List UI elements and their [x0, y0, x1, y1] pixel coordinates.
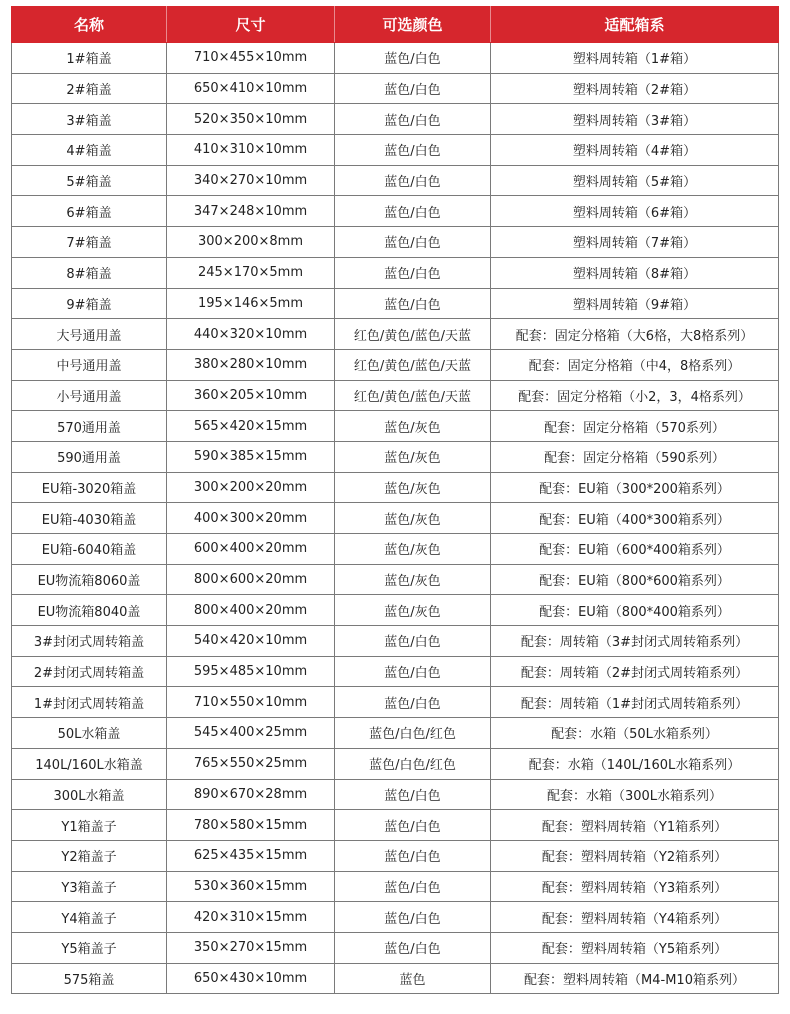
header-row	[12, 7, 779, 43]
cell-size: 347×248×10mm	[167, 196, 335, 227]
header-fits: 适配箱系	[491, 7, 779, 43]
cell-size: 380×280×10mm	[167, 349, 335, 380]
cell-fits: 配套：固定分格箱（小2，3，4格系列）	[491, 380, 779, 411]
table-row	[12, 871, 779, 902]
cell-colors: 红色/黄色/蓝色/天蓝	[335, 319, 491, 350]
cell-fits: 配套：固定分格箱（570系列）	[491, 411, 779, 442]
cell-colors: 蓝色/白色	[335, 135, 491, 166]
cell-fits: 塑料周转箱（5#箱）	[491, 165, 779, 196]
cell-size: 400×300×20mm	[167, 503, 335, 534]
cell-size: 520×350×10mm	[167, 104, 335, 135]
cell-size: 565×420×15mm	[167, 411, 335, 442]
cell-size: 650×410×10mm	[167, 73, 335, 104]
table-row	[12, 43, 779, 74]
spec-table	[11, 6, 779, 994]
cell-fits: 配套：塑料周转箱（Y1箱系列）	[491, 810, 779, 841]
cell-name: EU箱-6040箱盖	[12, 534, 167, 565]
cell-name: 5#箱盖	[12, 165, 167, 196]
cell-colors: 蓝色/灰色	[335, 564, 491, 595]
cell-colors: 蓝色/白色	[335, 196, 491, 227]
cell-name: 3#封闭式周转箱盖	[12, 626, 167, 657]
cell-name: 575箱盖	[12, 963, 167, 994]
cell-size: 590×385×15mm	[167, 441, 335, 472]
cell-colors: 蓝色/白色	[335, 73, 491, 104]
cell-colors: 蓝色/白色	[335, 227, 491, 258]
cell-size: 545×400×25mm	[167, 718, 335, 749]
table-row	[12, 656, 779, 687]
cell-size: 650×430×10mm	[167, 963, 335, 994]
cell-size: 420×310×15mm	[167, 902, 335, 933]
cell-colors: 蓝色/灰色	[335, 441, 491, 472]
cell-size: 410×310×10mm	[167, 135, 335, 166]
cell-fits: 配套：固定分格箱（590系列）	[491, 441, 779, 472]
cell-colors: 蓝色/白色	[335, 656, 491, 687]
cell-colors: 蓝色/灰色	[335, 503, 491, 534]
cell-name: 8#箱盖	[12, 257, 167, 288]
table-row	[12, 595, 779, 626]
table-row	[12, 626, 779, 657]
cell-colors: 蓝色/白色/红色	[335, 718, 491, 749]
table-row	[12, 902, 779, 933]
cell-fits: 配套：水箱（50L水箱系列）	[491, 718, 779, 749]
table-row	[12, 196, 779, 227]
cell-colors: 蓝色/白色	[335, 288, 491, 319]
header-colors: 可选颜色	[335, 7, 491, 43]
cell-size: 245×170×5mm	[167, 257, 335, 288]
table-row	[12, 932, 779, 963]
cell-colors: 蓝色/白色	[335, 871, 491, 902]
table-row	[12, 748, 779, 779]
cell-size: 300×200×8mm	[167, 227, 335, 258]
table-row	[12, 687, 779, 718]
table-row	[12, 257, 779, 288]
cell-name: 50L水箱盖	[12, 718, 167, 749]
cell-name: EU箱-3020箱盖	[12, 472, 167, 503]
cell-name: 7#箱盖	[12, 227, 167, 258]
cell-name: Y1箱盖子	[12, 810, 167, 841]
table-row	[12, 135, 779, 166]
cell-name: EU物流箱8040盖	[12, 595, 167, 626]
cell-colors: 蓝色	[335, 963, 491, 994]
table-row	[12, 380, 779, 411]
cell-colors: 红色/黄色/蓝色/天蓝	[335, 380, 491, 411]
cell-fits: 配套：水箱（140L/160L水箱系列）	[491, 748, 779, 779]
cell-colors: 蓝色/白色	[335, 687, 491, 718]
cell-name: 2#箱盖	[12, 73, 167, 104]
cell-colors: 蓝色/灰色	[335, 411, 491, 442]
table-row	[12, 319, 779, 350]
cell-name: 590通用盖	[12, 441, 167, 472]
cell-fits: 配套：塑料周转箱（Y5箱系列）	[491, 932, 779, 963]
cell-size: 360×205×10mm	[167, 380, 335, 411]
cell-fits: 配套：塑料周转箱（M4-M10箱系列）	[491, 963, 779, 994]
cell-size: 710×550×10mm	[167, 687, 335, 718]
cell-colors: 蓝色/白色/红色	[335, 748, 491, 779]
cell-size: 710×455×10mm	[167, 43, 335, 74]
cell-size: 595×485×10mm	[167, 656, 335, 687]
cell-fits: 塑料周转箱（7#箱）	[491, 227, 779, 258]
cell-size: 340×270×10mm	[167, 165, 335, 196]
cell-fits: 塑料周转箱（9#箱）	[491, 288, 779, 319]
cell-colors: 蓝色/白色	[335, 779, 491, 810]
table-row	[12, 441, 779, 472]
cell-colors: 蓝色/白色	[335, 902, 491, 933]
cell-colors: 蓝色/白色	[335, 43, 491, 74]
table-row	[12, 227, 779, 258]
cell-name: 1#封闭式周转箱盖	[12, 687, 167, 718]
cell-colors: 蓝色/白色	[335, 840, 491, 871]
table-header	[12, 7, 779, 43]
cell-fits: 配套：周转箱（2#封闭式周转箱系列）	[491, 656, 779, 687]
cell-size: 540×420×10mm	[167, 626, 335, 657]
cell-size: 890×670×28mm	[167, 779, 335, 810]
cell-fits: 配套：水箱（300L水箱系列）	[491, 779, 779, 810]
cell-size: 600×400×20mm	[167, 534, 335, 565]
cell-name: EU物流箱8060盖	[12, 564, 167, 595]
cell-size: 440×320×10mm	[167, 319, 335, 350]
table-row	[12, 349, 779, 380]
table-row	[12, 73, 779, 104]
cell-size: 625×435×15mm	[167, 840, 335, 871]
cell-fits: 配套：塑料周转箱（Y2箱系列）	[491, 840, 779, 871]
header-name: 名称	[12, 7, 167, 43]
cell-fits: 塑料周转箱（2#箱）	[491, 73, 779, 104]
table-row	[12, 779, 779, 810]
table-row	[12, 963, 779, 994]
cell-name: 大号通用盖	[12, 319, 167, 350]
cell-fits: 配套：周转箱（1#封闭式周转箱系列）	[491, 687, 779, 718]
cell-fits: 塑料周转箱（3#箱）	[491, 104, 779, 135]
header-size: 尺寸	[167, 7, 335, 43]
cell-name: 140L/160L水箱盖	[12, 748, 167, 779]
cell-colors: 红色/黄色/蓝色/天蓝	[335, 349, 491, 380]
cell-colors: 蓝色/灰色	[335, 534, 491, 565]
cell-colors: 蓝色/白色	[335, 810, 491, 841]
cell-name: 小号通用盖	[12, 380, 167, 411]
cell-fits: 塑料周转箱（1#箱）	[491, 43, 779, 74]
cell-fits: 配套：EU箱（800*600箱系列）	[491, 564, 779, 595]
cell-fits: 配套：EU箱（300*200箱系列）	[491, 472, 779, 503]
table-row	[12, 288, 779, 319]
cell-size: 300×200×20mm	[167, 472, 335, 503]
cell-size: 780×580×15mm	[167, 810, 335, 841]
cell-name: 1#箱盖	[12, 43, 167, 74]
cell-name: Y2箱盖子	[12, 840, 167, 871]
cell-colors: 蓝色/白色	[335, 104, 491, 135]
cell-name: 300L水箱盖	[12, 779, 167, 810]
cell-size: 530×360×15mm	[167, 871, 335, 902]
cell-size: 350×270×15mm	[167, 932, 335, 963]
cell-colors: 蓝色/灰色	[335, 595, 491, 626]
cell-colors: 蓝色/灰色	[335, 472, 491, 503]
cell-fits: 配套：塑料周转箱（Y4箱系列）	[491, 902, 779, 933]
cell-name: 9#箱盖	[12, 288, 167, 319]
cell-size: 800×400×20mm	[167, 595, 335, 626]
table-row	[12, 840, 779, 871]
cell-name: EU箱-4030箱盖	[12, 503, 167, 534]
cell-name: 6#箱盖	[12, 196, 167, 227]
cell-fits: 配套：EU箱（400*300箱系列）	[491, 503, 779, 534]
table-body	[12, 43, 779, 994]
cell-name: Y4箱盖子	[12, 902, 167, 933]
cell-fits: 塑料周转箱（8#箱）	[491, 257, 779, 288]
cell-name: 4#箱盖	[12, 135, 167, 166]
cell-colors: 蓝色/白色	[335, 932, 491, 963]
cell-fits: 塑料周转箱（4#箱）	[491, 135, 779, 166]
cell-name: 中号通用盖	[12, 349, 167, 380]
table-row	[12, 165, 779, 196]
cell-name: Y5箱盖子	[12, 932, 167, 963]
table-row	[12, 718, 779, 749]
cell-fits: 配套：固定分格箱（大6格，大8格系列）	[491, 319, 779, 350]
cell-name: Y3箱盖子	[12, 871, 167, 902]
cell-colors: 蓝色/白色	[335, 165, 491, 196]
table-row	[12, 104, 779, 135]
cell-name: 2#封闭式周转箱盖	[12, 656, 167, 687]
cell-fits: 配套：固定分格箱（中4，8格系列）	[491, 349, 779, 380]
cell-fits: 配套：EU箱（600*400箱系列）	[491, 534, 779, 565]
cell-fits: 塑料周转箱（6#箱）	[491, 196, 779, 227]
table-row	[12, 564, 779, 595]
cell-name: 3#箱盖	[12, 104, 167, 135]
cell-colors: 蓝色/白色	[335, 626, 491, 657]
cell-size: 765×550×25mm	[167, 748, 335, 779]
table-row	[12, 534, 779, 565]
cell-fits: 配套：周转箱（3#封闭式周转箱系列）	[491, 626, 779, 657]
cell-name: 570通用盖	[12, 411, 167, 442]
table-row	[12, 411, 779, 442]
table-row	[12, 503, 779, 534]
cell-size: 195×146×5mm	[167, 288, 335, 319]
table-row	[12, 472, 779, 503]
cell-fits: 配套：EU箱（800*400箱系列）	[491, 595, 779, 626]
cell-fits: 配套：塑料周转箱（Y3箱系列）	[491, 871, 779, 902]
cell-colors: 蓝色/白色	[335, 257, 491, 288]
table-row	[12, 810, 779, 841]
cell-size: 800×600×20mm	[167, 564, 335, 595]
